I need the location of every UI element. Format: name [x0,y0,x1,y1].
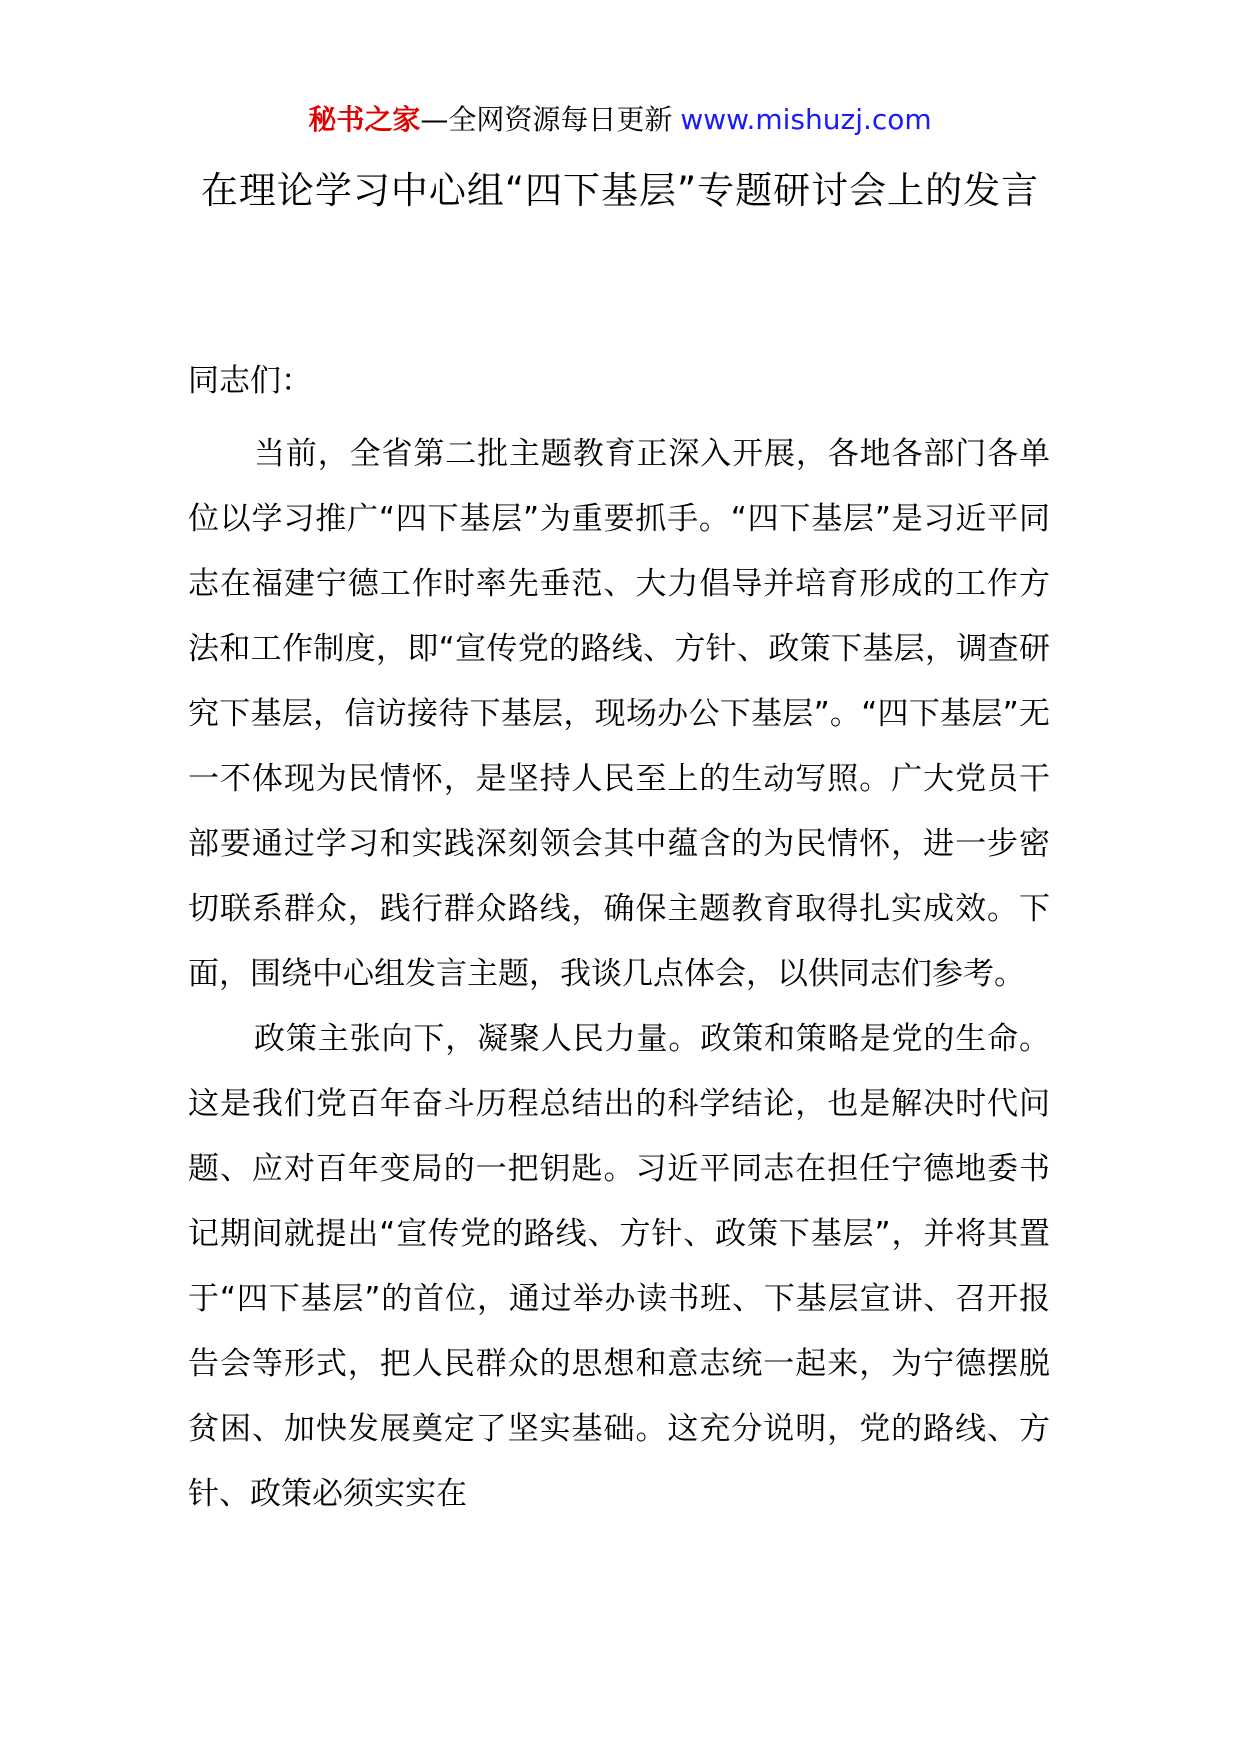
salutation: 同志们： [188,363,312,399]
body-paragraph-2: 政策主张向下，凝聚人民力量。政策和策略是党的生命。这是我们党百年奋斗历程总结出的科学结论，也是解决时代问题、应对百年变局的一把钥匙。习近平同志在担任宁德地委书记期间就提出“宣传党的路线、方针、政策下基层”，并将其置于“四下基层”的首位，通过举办读书班、下基层宣讲、召开报告会等形式，把人民群众的思想和意志统一起来，为宁德摆脱贫困、加快发展奠定了坚实基础。这充分说明，党的路线、方针、政策必须实实在 [188,1021,1050,1512]
brand-name: 秘书之家 [308,103,421,136]
document-body [188,422,1050,1527]
document-title: 在理论学习中心组“四下基层”专题研讨会上的发言 [200,169,1040,212]
site-tagline: —全网资源每日更新 [420,103,673,136]
body-paragraph-1: 当前，全省第二批主题教育正深入开展，各地各部门各单位以学习推广“四下基层”为重要抓手。“四下基层”是习近平同志在福建宁德工作时率先垂范、大力倡导并培育形成的工作方法和工作制度，即“宣传党的路线、方针、政策下基层，调查研究下基层，信访接待下基层，现场办公下基层”。“四下基层”无一不体现为民情怀，是坚持人民至上的生动写照。广大党员干部要通过学习和实践深刻领会其中蕴含的为民情怀，进一步密切联系群众，践行群众路线，确保主题教育取得扎实成效。下面，围绕中心组发言主题，我谈几点体会，以供同志们参考。 [188,436,1050,992]
site-url-link[interactable]: www.mishuzj.com [680,103,932,136]
site-header [0,100,1240,140]
